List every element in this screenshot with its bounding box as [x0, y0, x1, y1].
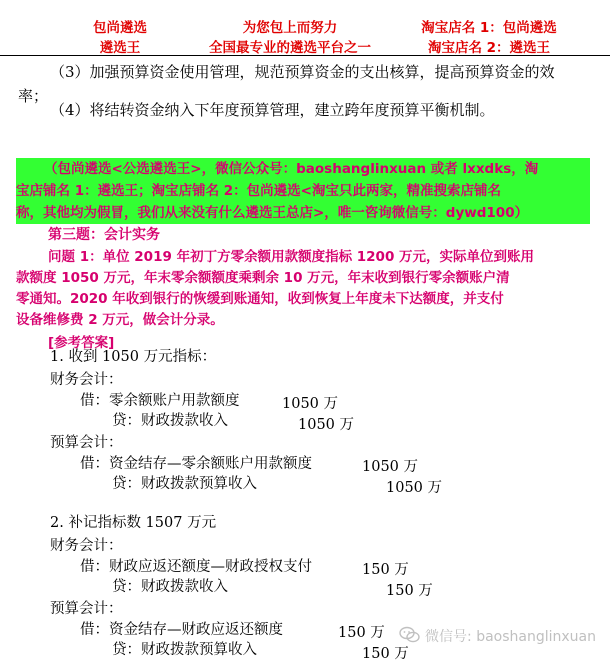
question-line4: 设备维修费 2 万元，做会计分录。: [16, 312, 224, 328]
question-line3: 零通知。2020 年收到银行的恢缓到账通知，收到恢复上年度未下达额度，并支付: [16, 291, 504, 307]
question-line2: 款额度 1050 万元，年末零余额额度乘剩余 10 万元，年末收到银行零余额账户清: [16, 270, 510, 286]
wechat-icon: [399, 626, 421, 648]
header-right-line2: 淘宝店名 2：遴选王: [427, 40, 551, 56]
entry1-budget-debit-amount: 1050 万: [362, 459, 419, 475]
header-right-line1: 淘宝店名 1：包尚遴选: [421, 20, 557, 36]
answer-label: [参考答案]: [48, 335, 115, 351]
entry1-budget-credit-amount: 1050 万: [386, 480, 443, 496]
wechat-watermark: [399, 626, 596, 648]
promo-line3: 称，其他均为假冒，我们从来没有什么遴选王总店>，唯一咨询微信号：dywd100）: [16, 205, 529, 221]
entry2-financial-credit: 贷：财政拨款收入: [112, 579, 228, 595]
entry1-title: 1. 收到 1050 万元指标：: [50, 349, 217, 365]
entry1-financial-label: 财务会计：: [50, 372, 123, 388]
promo-banner: [16, 158, 590, 224]
paragraph-3-line1: （3）加强预算资金使用管理，规范预算资金的支出核算，提高预算资金的效: [50, 63, 555, 81]
header-center: [190, 18, 390, 58]
entry1-financial-debit: 借：零余额账户用款额度: [80, 393, 240, 409]
header-right: [394, 18, 584, 58]
entry2-budget-debit-amount: 150 万: [338, 625, 385, 641]
page-header: [0, 0, 610, 58]
entry2-budget-debit: 借：资金结存—财政应返还额度: [80, 622, 283, 638]
paragraph-4-text: （4）将结转资金纳入下年度预算管理，建立跨年度预算平衡机制。: [50, 101, 495, 119]
paragraph-3-line2: 率；: [18, 87, 49, 105]
header-divider: [0, 55, 610, 56]
question-block: [16, 247, 596, 331]
header-center-line1: 为您包上而努力: [242, 20, 338, 36]
header-left-line2: 遴选王: [99, 40, 141, 56]
promo-line2: 宝店铺名 1：遴选王；淘宝店铺名 2：包尚遴选<淘宝只此两家，精准搜索店铺名: [16, 183, 501, 199]
entry1-financial-credit-amount: 1050 万: [298, 417, 355, 433]
header-left: [60, 18, 180, 58]
entry2-financial-label: 财务会计：: [50, 538, 123, 554]
entry2-budget-label: 预算会计：: [50, 601, 123, 617]
promo-line1: （包尚遴选<公选遴选王>，微信公众号：baoshanglinxuan 或者 lxxdks，淘: [44, 161, 539, 177]
entry2-budget-credit: 贷：财政拨款预算收入: [112, 642, 257, 658]
paragraph-4: [18, 98, 598, 122]
entry1-financial-debit-amount: 1050 万: [282, 396, 339, 412]
entry2-financial-credit-amount: 150 万: [386, 583, 433, 599]
entry2-financial-debit-amount: 150 万: [362, 562, 409, 578]
entry2-financial-debit: 借：财政应返还额度—财政授权支付: [80, 559, 312, 575]
section-title: 第三题：会计实务: [48, 227, 160, 243]
watermark-text: 微信号: baoshanglinxuan: [425, 629, 596, 645]
entry1-budget-debit: 借：资金结存—零余额账户用款额度: [80, 456, 312, 472]
entry2-budget-credit-amount: 150 万: [362, 646, 409, 662]
entry1-budget-label: 预算会计：: [50, 435, 123, 451]
entry1-budget-credit: 贷：财政拨款预算收入: [112, 476, 257, 492]
entry2-title: 2. 补记指标数 1507 万元: [50, 515, 217, 531]
entry1-financial-credit: 贷：财政拨款收入: [112, 413, 228, 429]
header-left-line1: 包尚遴选: [93, 20, 147, 36]
header-center-line2: 全国最专业的遴选平台之一: [209, 40, 371, 56]
question-line1: 问题 1：单位 2019 年初丁方零余额用款额度指标 1200 万元，实际单位到账用: [48, 249, 535, 265]
